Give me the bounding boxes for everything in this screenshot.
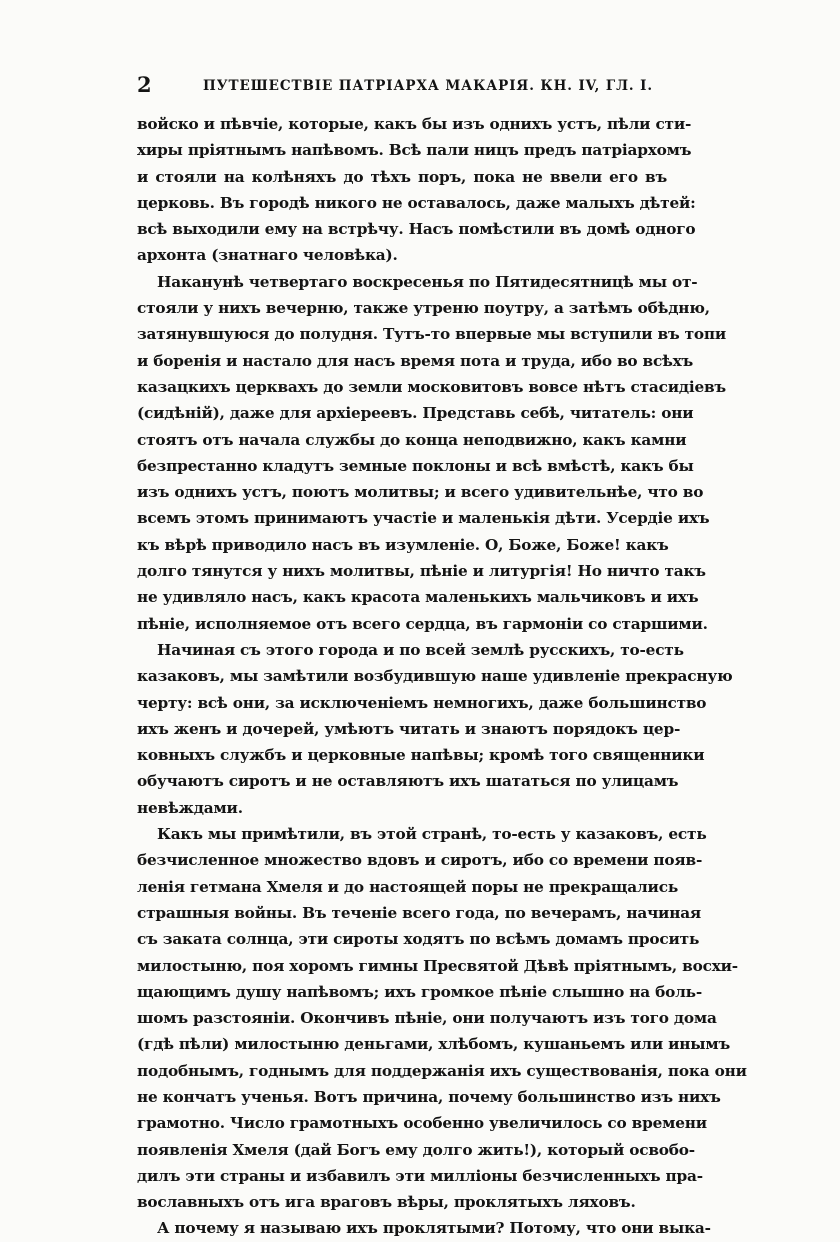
text-line: стояли у нихъ вечерню, также утреню поутру, а затѣмъ обѣдню, (137, 299, 710, 318)
text-line: съ заката солнца, эти сироты ходятъ по всѣмъ домамъ просить (137, 930, 700, 949)
text-line: А почему я называю ихъ проклятыми? Потому, что они выка- (157, 1219, 711, 1238)
text-line: ихъ женъ и дочерей, умѣютъ читать и знаютъ порядокъ цер- (137, 719, 681, 738)
page-header (137, 72, 667, 98)
text-line: грамотно. Число грамотныхъ особенно увеличилось со времени (137, 1114, 707, 1133)
paragraph (137, 1215, 711, 1241)
text-line: архонта (знатнаго человѣка). (137, 246, 398, 265)
text-line: затянувшуюся до полудня. Тутъ-то впервые мы вступили въ топи (137, 325, 727, 344)
text-line: стоятъ отъ начала службы до конца неподвижно, какъ камни (137, 430, 687, 449)
text-line: къ вѣрѣ приводило насъ въ изумленіе. О, Боже, Боже! какъ (137, 535, 669, 554)
page-number: 2 (137, 72, 152, 97)
text-line: Наканунѣ четвертаго воскресенья по Пятидесятницѣ мы от- (157, 272, 698, 291)
text-line: вославныхъ отъ ига враговъ вѣры, проклятыхъ ляховъ. (137, 1193, 636, 1212)
text-line: не кончатъ ученья. Вотъ причина, почему большинство изъ нихъ (137, 1087, 721, 1106)
text-line: страшныя войны. Въ теченіе всего года, по вечерамъ, начиная (137, 903, 702, 922)
paragraph (137, 821, 747, 1215)
text-line: ковныхъ службъ и церковные напѣвы; кромѣ того священники (137, 746, 705, 765)
text-line: пѣніе, исполняемое отъ всего сердца, въ гармоніи со старшими. (137, 614, 708, 633)
text-line: (гдѣ пѣли) милостыню деньгами, хлѣбомъ, кушаньемъ или инымъ (137, 1035, 731, 1054)
text-line: щающимъ душу напѣвомъ; ихъ громкое пѣніе слышно на боль- (137, 982, 702, 1001)
text-line: безпрестанно кладутъ земные поклоны и всѣ вмѣстѣ, какъ бы (137, 456, 694, 475)
text-line: всѣ выходили ему на встрѣчу. Насъ помѣстили въ домѣ одного (137, 220, 696, 239)
text-line: войско и пѣвчіе, которые, какъ бы изъ однихъ устъ, пѣли сти- (137, 115, 692, 133)
text-line: и боренія и настало для насъ время пота и труда, ибо во всѣхъ (137, 351, 694, 370)
text-line: безчисленное множество вдовъ и сиротъ, ибо со времени появ- (137, 851, 703, 870)
running-title: ПУТЕШЕСТВІЕ ПАТРІАРХА МАКАРІЯ. КН. IV, ГЛ. I. (203, 78, 653, 94)
text-line: Какъ мы примѣтили, въ этой странѣ, то-есть у казаковъ, есть (157, 825, 707, 844)
text-line: церковь. Въ городѣ никого не оставалось, даже малыхъ дѣтей: (137, 193, 696, 212)
text-line: подобнымъ, годнымъ для поддержанія ихъ существованія, пока они (137, 1061, 747, 1080)
text-line: изъ однихъ устъ, поютъ молитвы; и всего удивительнѣе, что во (137, 483, 704, 502)
text-line: шомъ разстояніи. Окончивъ пѣніе, они получаютъ изъ того дома (137, 1009, 717, 1028)
text-line: ленія гетмана Хмеля и до настоящей поры не прекращались (137, 877, 679, 896)
text-line: милостыню, поя хоромъ гимны Пресвятой Дѣвѣ пріятнымъ, восхи- (137, 956, 738, 975)
paragraph (137, 637, 733, 821)
text-line: (сидѣній), даже для архіереевъ. Представь себѣ, читатель: они (137, 404, 694, 423)
text-line: невѣждами. (137, 798, 243, 817)
paragraph (137, 111, 696, 269)
text-line: черту: всѣ они, за исключеніемъ немногихъ, даже большинство (137, 693, 707, 712)
text-line: появленія Хмеля (дай Богъ ему долго жить!), который освобо- (137, 1140, 695, 1159)
text-line: обучаютъ сиротъ и не оставляютъ ихъ шататься по улицамъ (137, 772, 679, 791)
text-line: Начиная съ этого города и по всей землѣ русскихъ, то-есть (157, 640, 684, 659)
body-text (137, 111, 747, 1242)
text-line: дилъ эти страны и избавилъ эти милліоны безчисленныхъ пра- (137, 1166, 703, 1185)
text-line: всемъ этомъ принимаютъ участіе и маленькія дѣти. Усердіе ихъ (137, 509, 710, 528)
text-line: и стояли на колѣняхъ до тѣхъ поръ, пока не ввели его въ (137, 167, 667, 186)
text-line: долго тянутся у нихъ молитвы, пѣніе и литургія! Но ничто такъ (137, 562, 706, 581)
text-line: хиры пріятнымъ напѣвомъ. Всѣ пали ницъ предъ патріархомъ (137, 141, 692, 160)
paragraph (137, 269, 727, 637)
text-line: казацкихъ церквахъ до земли московитовъ вовсе нѣтъ стасидіевъ (137, 377, 726, 396)
text-line: казаковъ, мы замѣтили возбудившую наше удивленіе прекрасную (137, 667, 733, 686)
text-line: не удивляло насъ, какъ красота маленькихъ мальчиковъ и ихъ (137, 588, 699, 607)
